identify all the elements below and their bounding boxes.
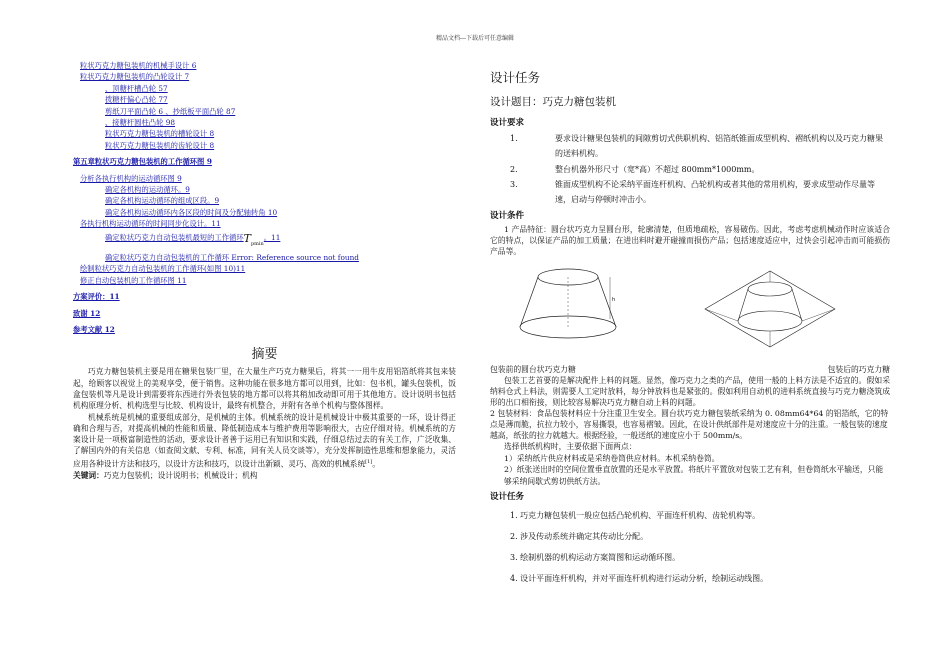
abstract-paragraph-1: 巧克力糖包装机主要是用在糖果包装厂里，在大量生产巧克力糖果后，将其一一用牛皮用铝箔纸将其包来装起，给顾客以视觉上的美观享受，便于销售。这种功能在很多地方都可以用到，比如：包书机，罐头包装机，饭盒包装机等凡是设计到需要将东西进行外表包装的地方都可以将其稍加改动即可用于其他地方。设计说明书包括机构原理分析、机构选型与比较、机构设计，最终有机整合，并附有各单个机构与整体图样。	[73, 367, 456, 411]
caption-before: 包装前的圆台状巧克力糖	[490, 365, 576, 375]
requirement-item	[490, 131, 890, 162]
wrapped-after-diagram	[695, 259, 845, 369]
condition-paragraph-3: 2 包装材料：食品包装材料应十分注重卫生安全。圆台状巧克力糖包装纸采纳为 0. 08mm64*64 的铝箔纸，它的特点是薄而脆，抗拉力较小，容易撕裂，也容易褶皱。因此，在设计供纸部件是对速度应十分的注重。一般包装的速度越高，纸张的拉力就越大。根据经验，一般送纸的速度应小于 500mm/s。	[490, 409, 889, 441]
toc-item[interactable]: 确定各机构的运动循环。9	[105, 185, 190, 195]
requirement-item	[490, 162, 890, 177]
keywords: 关键词：巧克力包装机；设计说明书；机械设计；机构	[73, 470, 258, 480]
product-diagrams	[490, 259, 890, 369]
condition-paragraph-2: 包装工艺首要的是解决配件上料的问题。显然，像巧克力之类的产品，使用一般的上料方法是不适宜的。假如采纳料仓式上料法，则需要人工定时放料，每分钟放料也是紧张的。假如利用自动机的进料系统直接与巧克力糖浇筑成形的出口相衔接，则比较容易解决巧克力糖自动上料的问题。	[490, 376, 890, 408]
abstract-title: 摘要	[251, 347, 278, 363]
requirement-number: 2.	[510, 164, 518, 174]
task-item: 4. 设计平面连杆机构，并对平面连杆机构进行运动分析，绘制运动线图。	[510, 574, 769, 584]
task-item: 2. 涉及传动系统并确定其传动比分配。	[510, 532, 649, 542]
toc-item[interactable]: 拨糖杆偏心凸轮 77	[105, 95, 168, 105]
toc-item[interactable]: 确定各机构运动循环的组成区段。9	[105, 196, 220, 206]
toc-item[interactable]: 分析各执行机构的运动循环图 9	[80, 173, 182, 183]
condition-item-1: 1）采纳纸片供应材料或是采纳卷筒供应材料。本机采纳卷筒。	[504, 453, 720, 463]
toc-item[interactable]: 剪纸刀平面凸轮 6 、抄纸板平面凸轮 87	[105, 106, 236, 116]
toc-item[interactable]: 、接糖杆圆柱凸轮 98	[105, 118, 175, 128]
frustum-before-diagram	[510, 259, 630, 354]
task-item: 3. 绘制机器的机构运动方案简图和运动循环图。	[510, 553, 681, 563]
formula-symbol: $T_{pmin}$	[243, 231, 264, 247]
svg-text:h: h	[612, 297, 616, 304]
toc-item[interactable]: 粒状巧克力糖包装机的机械手设计 6	[80, 61, 197, 70]
task-subtitle: 设计题目：巧克力糖包装机	[490, 96, 616, 108]
toc-item[interactable]: 各执行机构运动循环的时间同步化设计。11	[80, 219, 221, 229]
table-of-contents	[73, 60, 456, 335]
toc-item-formula[interactable]	[73, 230, 456, 252]
toc-item[interactable]: 确定各机构运动循环内各区段的时间及分配轴转角 10	[105, 207, 278, 217]
toc-chapter-5[interactable]: 第五章粒状巧克力糖包装机的工作循环图 9	[73, 157, 212, 167]
task-item: 1. 巧克力糖包装机一般应包括凸轮机构、平面连杆机构、齿轮机构等。	[510, 511, 761, 521]
toc-item[interactable]: 绘制粒状巧克力自动包装机的工作循环(如图 10)11	[80, 264, 246, 274]
requirement-item	[490, 177, 890, 208]
toc-item[interactable]: 确定粒状巧克力自动包装机的工作循环 Error: Reference source not found	[105, 252, 359, 262]
left-column	[73, 60, 456, 481]
toc-item[interactable]: 粒状巧克力糖包装机的齿轮设计 8	[105, 140, 215, 150]
condition-item-2: 2）纸张送出时的空间位置垂直放置的还是水平放置。将纸片平置放对包装工艺有利，但卷筒纸水平输送，只能够采纳间歇式剪切供纸方法。	[504, 465, 884, 486]
condition-paragraph-1: 1 产品特征：圆台状巧克力呈圆台形，轮廓清楚，但质地疏松，容易破伤。因此，考虑考虑机械动作时应该适合它的特点，以保证产品的加工质量；在进出料时避开碰撞而损伤产品；包括速度适应中，过快会引起冲击而可能损伤产品等。	[490, 225, 890, 257]
toc-refs[interactable]: 参考文献 12	[73, 324, 115, 334]
toc-formula-suffix[interactable]: 。11	[263, 232, 281, 242]
condition-paragraph-4: 选择供纸机构时，主要依据下面两点：	[504, 442, 637, 452]
requirement-number: 3.	[510, 179, 518, 189]
requirement-text: 要求设计糖果包装机的间隙剪切式供职机构、铝箔纸锥面成型机构、褶纸机构以及巧克力糖果的送料机构。	[555, 134, 883, 159]
citation: [1]	[365, 458, 373, 465]
tasks-heading: 设计任务	[490, 492, 525, 503]
header-note: 精品文档---下载后可任意编辑	[435, 35, 515, 42]
caption-after: 包装后的巧克力糖	[827, 365, 890, 375]
toc-item[interactable]: 修正自动包装机的工作循环图 11	[80, 275, 187, 285]
requirements-heading: 设计要求	[490, 118, 525, 128]
requirement-text: 锥面成型机构不论采纳平面连杆机构、凸轮机构或者其他的常用机构，要求成型动作尽量等速，启动与停顿时冲击小。	[555, 179, 875, 205]
conditions-heading: 设计条件	[490, 211, 525, 222]
tasks-list	[490, 505, 890, 589]
task-title: 设计任务	[490, 70, 541, 85]
toc-plan-eval[interactable]: 方案评价：11	[73, 292, 120, 302]
toc-thanks[interactable]: 致谢 12	[73, 308, 101, 318]
toc-item[interactable]: 粒状巧克力糖包装机的槽轮设计 8	[105, 129, 215, 139]
requirement-number: 1.	[510, 134, 518, 143]
requirements-list	[490, 131, 890, 207]
toc-item[interactable]: 、顶糖杆槽凸轮 57	[105, 83, 168, 93]
requirement-text: 整台机器外形尺寸（宽*高）不超过 800mm*1000mm。	[555, 164, 760, 174]
right-column	[490, 62, 890, 589]
abstract-paragraph-2: 机械系统是机械的重要组成部分，是机械的主体。机械系统的设计是机械设计中极其重要的一环，设计得正确和合理与否，对提高机械的性能和质量、降低制造成本与维护费用等影响很大，古应仔细对待。机械系统的方案设计是一项极富制造性的活动，要求设计者善于运用已有知识和实践，仔细总结过去的有关工作，广泛收集、了解国内外的有关信息（如查阅文献、专利、标准，同有关人员交谈等），充分发挥制造性思维和想象能力，灵活应用各种设计方法和技巧，以设计方法和技巧，以设计出新颖、灵巧、高效的机械系统[1]。	[73, 412, 456, 469]
toc-item[interactable]: 粒状巧克力糖包装机的凸轮设计 7	[80, 72, 190, 82]
toc-formula-prefix[interactable]: 确定粒状巧克力自动包装机最短的工作循环	[105, 232, 244, 242]
